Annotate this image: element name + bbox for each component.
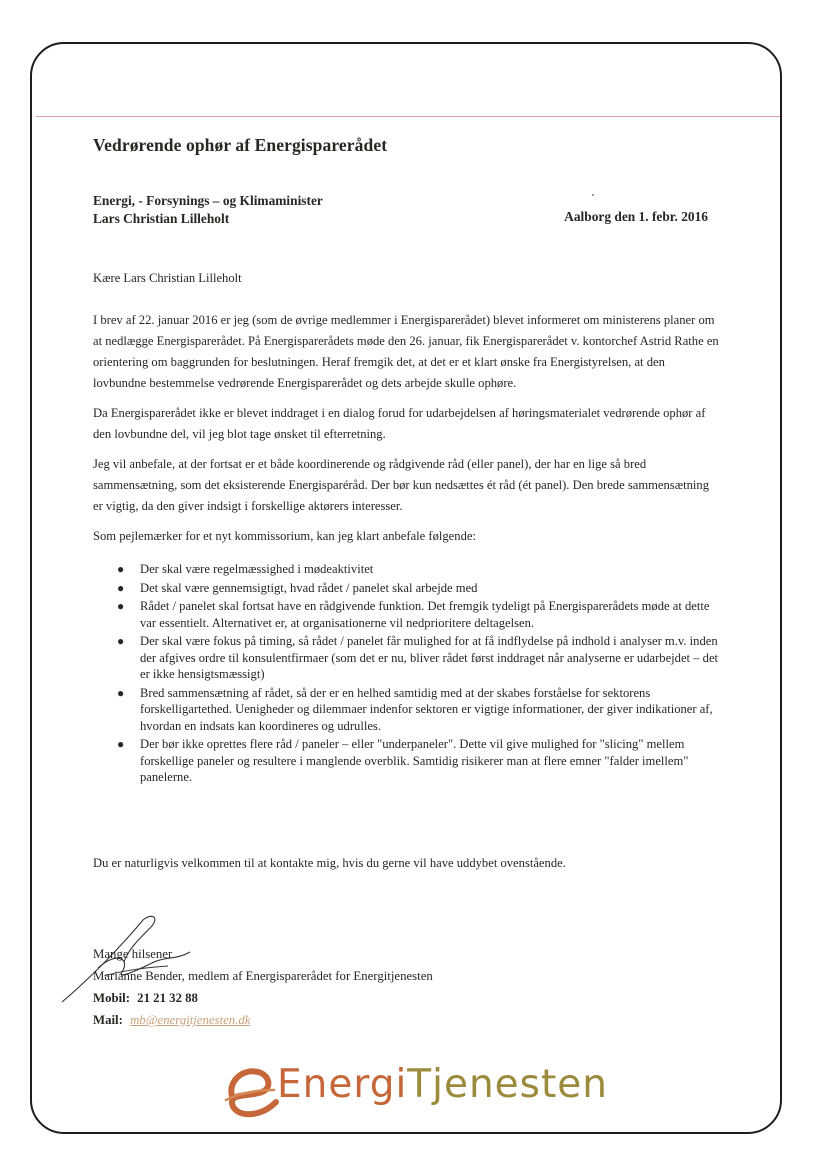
paragraph: Da Energisparerådet ikke er blevet inddraget i en dialog forud for udarbejdelsen af høringsmaterialet vedrørende ophør af den lovbundne del, vil jeg blot tage ønsket til efterretning.	[93, 406, 706, 441]
recipient-title: Energi, - Forsynings – og Klimaminister	[93, 193, 323, 208]
list-item: ● Der skal være regelmæssighed i mødeaktivitet	[117, 562, 374, 576]
speck	[592, 194, 594, 196]
bullet-icon: ●	[117, 562, 125, 576]
paragraph: Som pejlemærker for et nyt kommissorium, kan jeg klart anbefale følgende:	[93, 529, 476, 543]
bullet-icon: ●	[117, 599, 125, 613]
logo-text-tjenesten: Tjenesten	[407, 1062, 608, 1107]
signature-block	[93, 943, 433, 1031]
salutation: Kære Lars Christian Lilleholt	[93, 271, 242, 285]
bullet-icon: ●	[117, 634, 125, 648]
list-item: ● Det skal være gennemsigtigt, hvad rådet / panelet skal arbejde med	[117, 580, 478, 595]
mail-link[interactable]: mb@energitjenesten.dk	[130, 1013, 251, 1027]
bullet-icon: ●	[117, 685, 125, 700]
mail-label: Mail:	[93, 1013, 123, 1027]
place-date: Aalborg den 1. febr. 2016	[564, 209, 708, 224]
header-rule	[36, 116, 780, 117]
recipient-block	[93, 192, 323, 228]
bullet-icon: ●	[117, 737, 125, 751]
paragraph: I brev af 22. januar 2016 er jeg (som de øvrige medlemmer i Energisparerådet) blevet informeret om ministerens planer om at nedlægge Energisparerådet. På Energisparerådets møde den 26. januar, fik Energisparerådet v. kontorchef Astrid Rathe en orientering om baggrunden for beslutningen. Heraf fremgik det, at det er et klart ønske fra Energistyrelsen, at den lovbundne bestemmelse vedrørende Energisparerådet og dets arbejde skulle ophøre.	[93, 313, 719, 390]
greeting: Mange hilsener	[93, 947, 173, 961]
mobile-number: 21 21 32 88	[137, 991, 198, 1005]
recipient-name: Lars Christian Lilleholt	[93, 211, 230, 226]
letter-title: Vedrørende ophør af Energisparerådet	[93, 135, 388, 155]
logo-swirl-icon	[224, 1060, 282, 1120]
paragraph: Jeg vil anbefale, at der fortsat er et både koordinerende og rådgivende råd (eller panel), der har en lige så bred sammensætning, som det eksisterende Energisparéråd. Der bør kun nedsættes ét råd (ét panel). Den brede sammensætning er vigtig, da den giver indsigt i forskellige aktørers interesser.	[93, 457, 709, 513]
list-item: ● Der bør ikke oprettes flere råd / paneler – eller "underpaneler". Dette vil give mulighed for "slicing" mellem forskellige paneler og resultere i manglende overblik. Samtidig risikerer man at flere emner "falder imellem" panelerne.	[117, 737, 689, 784]
logo-text-energi: Energi	[277, 1062, 408, 1107]
list-item: ● Rådet / panelet skal fortsat have en rådgivende funktion. Det fremgik tydeligt på Energisparerådets møde at dette var essentielt. Alternativet er, at organisationerne vil nedprioritere deltagelsen.	[117, 599, 710, 630]
letter-body	[93, 268, 719, 787]
list-item: ● Bred sammensætning af rådet, så der er en helhed samtidig med at der skabes forståelse for sektorens forskelligartethed. Uenigheder og dilemmaer indenfor sektoren er vigtige informationer, der giver indikationer af, hvordan en indsats kan koordineres og udrulles.	[117, 685, 713, 733]
mail-row	[93, 1009, 433, 1031]
mobile-row	[93, 987, 433, 1009]
closing-line: Du er naturligvis velkommen til at kontakte mig, hvis du gerne vil have uddybet ovenstående.	[93, 856, 566, 870]
sender-name: Marianne Bender, medlem af Energisparerådet for Energitjenesten	[93, 969, 433, 983]
energitjenesten-logo	[224, 1058, 608, 1128]
logo-wordmark	[277, 1062, 608, 1107]
mobile-label: Mobil:	[93, 991, 130, 1005]
recommendation-list	[93, 560, 719, 787]
bullet-icon: ●	[117, 580, 125, 595]
list-item: ● Der skal være fokus på timing, så rådet / panelet får mulighed for at få indflydelse på indhold i analyser m.v. inden der afgives ordre til konsulentfirmaer (som det er nu, bliver rådet først inddraget når analyserne er udarbejdet – det er ikke hensigtsmæssigt)	[117, 634, 719, 681]
